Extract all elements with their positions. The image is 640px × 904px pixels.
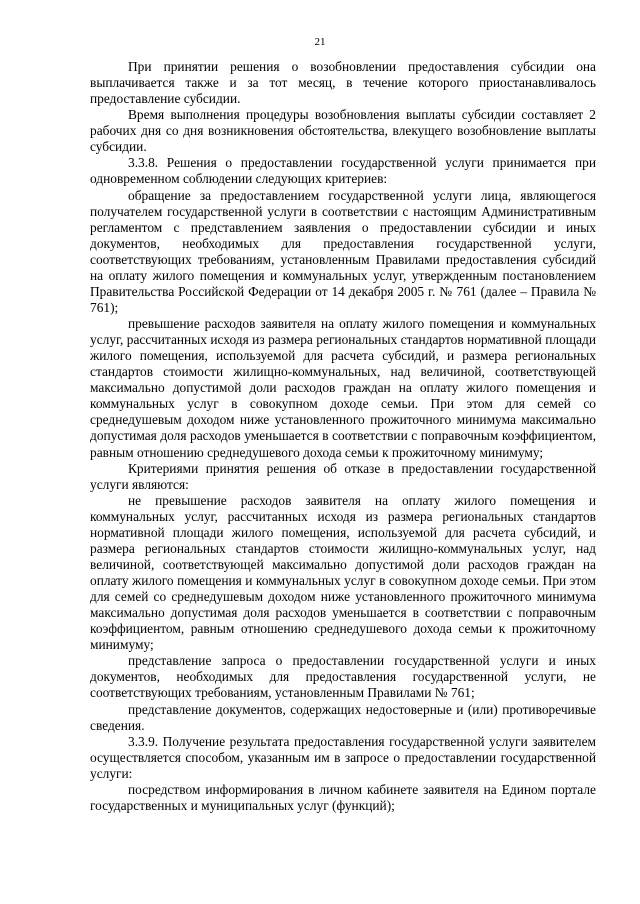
paragraph-resumption-time: Время выполнения процедуры возобновления выплаты субсидии составляет 2 рабочих дня со дня возникновения обстоятельства, влекущего возобновление выплаты субсидии. (90, 107, 596, 155)
page-number: 21 (314, 36, 326, 48)
paragraph-criterion-application: обращение за предоставлением государственной услуги лица, являющегося получателем государственной услуги в соответствии с настоящим Административным регламентом с представлением заявления о предоставлении субсидии и иных документов, необходимых для предоставления государственной услуги, соответствующих требованиям, установленным Правилами предоставления субсидий на оплату жилого помещения и коммунальных услуг, утвержденным постановлением Правительства Российской Федерации от 14 декабря 2005 г. № 761 (далее – Правила № 761); (90, 187, 596, 315)
paragraph-personal-account-informing: посредством информирования в личном кабинете заявителя на Едином портале государственных и муниципальных услуг (функций); (90, 781, 596, 813)
paragraph-resumption-payment: При принятии решения о возобновлении предоставления субсидии она выплачивается также и за тот месяц, в течение которого приостанавливалось предоставление субсидии. (90, 59, 596, 107)
document-body (90, 59, 596, 814)
paragraph-refusal-criteria-heading: Критериями принятия решения об отказе в предоставлении государственной услуги являются: (90, 460, 596, 492)
paragraph-refusal-false-information: представление документов, содержащих недостоверные и (или) противоречивые сведения. (90, 701, 596, 733)
paragraph-criterion-expenses-exceed: превышение расходов заявителя на оплату жилого помещения и коммунальных услуг, рассчитанных исходя из размера региональных стандартов нормативной площади жилого помещения, используемой для расчета субсидий, и размера региональных стандартов стоимости жилищно-коммунальных, над величиной, соответствующей максимально допустимой доли расходов граждан на оплату жилого помещения и коммунальных услуг в совокупном доходе семьи. При этом для семей со среднедушевым доходом ниже установленного прожиточного минимума максимально допустимая доля расходов уменьшается в соответствии с поправочным коэффициентом, равным отношению среднедушевого дохода семьи к прожиточному минимуму; (90, 316, 596, 460)
paragraph-refusal-noncompliant-request: представление запроса о предоставлении государственной услуги и иных документов, необходимых для предоставления государственной услуги, не соответствующих требованиям, установленным Правилами № 761; (90, 653, 596, 701)
paragraph-3-3-9: 3.3.9. Получение результата предоставления государственной услуги заявителем осуществляется способом, указанным им в запросе о предоставлении государственной услуги: (90, 733, 596, 781)
paragraph-3-3-8: 3.3.8. Решения о предоставлении государственной услуги принимается при одновременном соблюдении следующих критериев: (90, 155, 596, 187)
paragraph-refusal-expenses-not-exceed: не превышение расходов заявителя на оплату жилого помещения и коммунальных услуг, рассчитанных исходя из размера региональных стандартов нормативной площади жилого помещения, используемой для расчета субсидий, и размера региональных стандартов стоимости жилищно-коммунальных услуг, над величиной, соответствующей максимально допустимой доли расходов граждан на оплату жилого помещения и коммунальных услуг в совокупном доходе семьи. При этом для семей со среднедушевым доходом ниже установленного прожиточного минимума максимально допустимая доля расходов уменьшается в соответствии с поправочным коэффициентом, равным отношению среднедушевого дохода семьи к прожиточному минимуму; (90, 492, 596, 653)
